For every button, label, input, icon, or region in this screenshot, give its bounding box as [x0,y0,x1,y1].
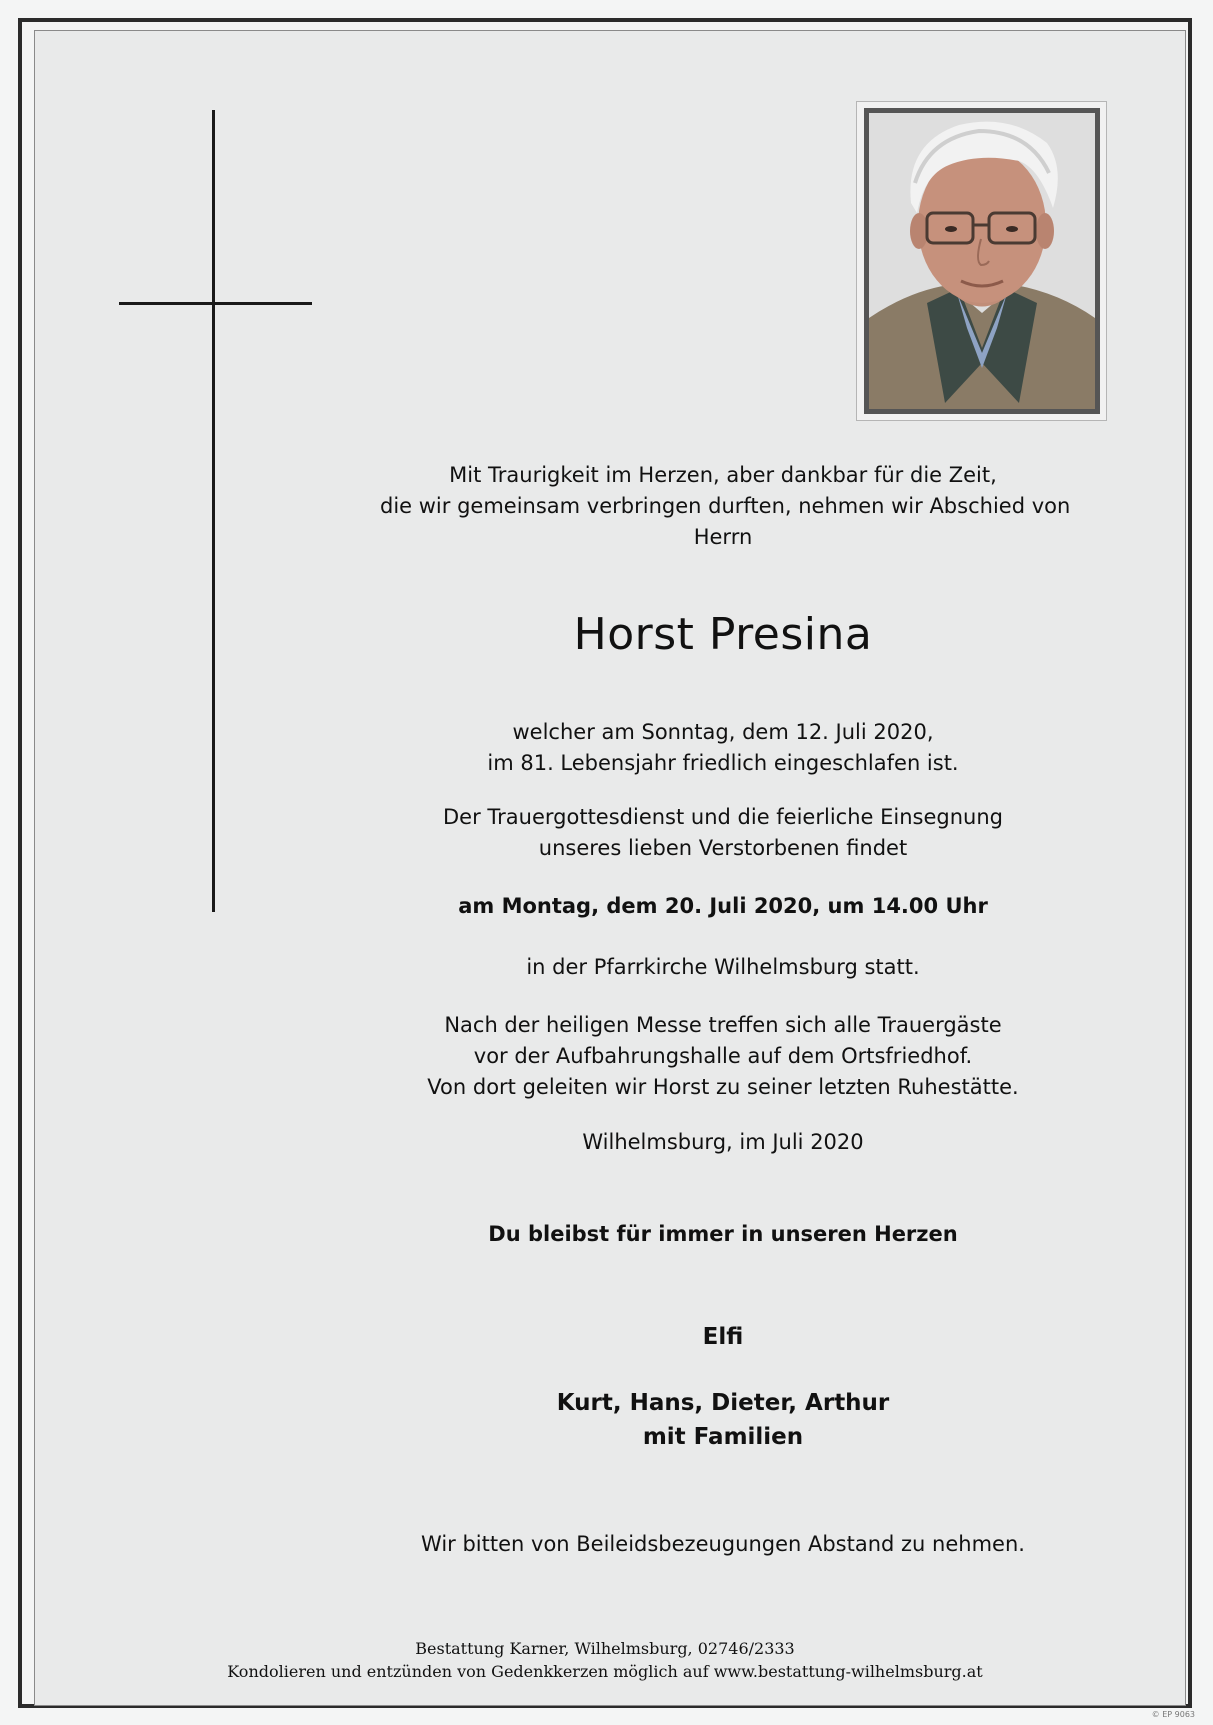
condolence-request: Wir bitten von Beileidsbezeugungen Abstand zu nehmen. [421,1532,1025,1556]
place-date-line: Wilhelmsburg, im Juli 2020 [582,1130,864,1154]
after-line-1: Nach der heiligen Messe treffen sich alle Trauergäste [444,1013,1002,1037]
footer-line-1: Bestattung Karner, Wilhelmsburg, 02746/2333 [415,1639,795,1658]
portrait-photo [864,108,1100,414]
intro-line-2: die wir gemeinsam verbringen durften, nehmen wir Abschied von [380,494,1071,518]
death-notice [380,717,1066,779]
place-date [380,1127,1066,1158]
portrait-icon [869,113,1095,409]
mourners-line-1: Kurt, Hans, Dieter, Arthur [556,1390,890,1416]
mourner-first: Elfi [702,1324,744,1350]
after-line-2: vor der Aufbahrungshalle auf dem Ortsfriedhof. [473,1044,973,1068]
intro-line-1: Mit Traurigkeit im Herzen, aber dankbar für die Zeit, [449,463,997,487]
intro-line-3: Herrn [693,525,753,549]
mourners-family [380,1386,1066,1454]
print-code: © EP 9063 [1151,1710,1195,1719]
death-line-1: welcher am Sonntag, dem 12. Juli 2020, [512,720,934,744]
burial-notice [380,1010,1066,1103]
footer [100,1637,1110,1683]
deceased-name: Horst Presina [573,609,873,660]
service-date: am Montag, dem 20. Juli 2020, um 14.00 Uhr [458,894,988,918]
footer-line-2: Kondolieren und entzünden von Gedenkkerzen möglich auf www.bestattung-wilhelmsburg.at [227,1662,983,1681]
cross-icon-horizontal [119,302,312,305]
service-notice [380,802,1066,864]
where-line: in der Pfarrkirche Wilhelmsburg statt. [526,955,920,979]
death-line-2: im 81. Lebensjahr friedlich eingeschlafen ist. [487,751,959,775]
motto: Du bleibst für immer in unseren Herzen [488,1222,958,1246]
cross-icon-vertical [212,110,215,912]
service-line-2: unseres lieben Verstorbenen findet [538,836,908,860]
intro-text [380,460,1071,553]
service-location [380,952,1066,983]
after-line-3: Von dort geleiten wir Horst zu seiner letzten Ruhestätte. [427,1075,1019,1099]
service-line-1: Der Trauergottesdienst und die feierliche Einsegnung [443,805,1003,829]
mourners-line-2: mit Familien [642,1424,804,1450]
